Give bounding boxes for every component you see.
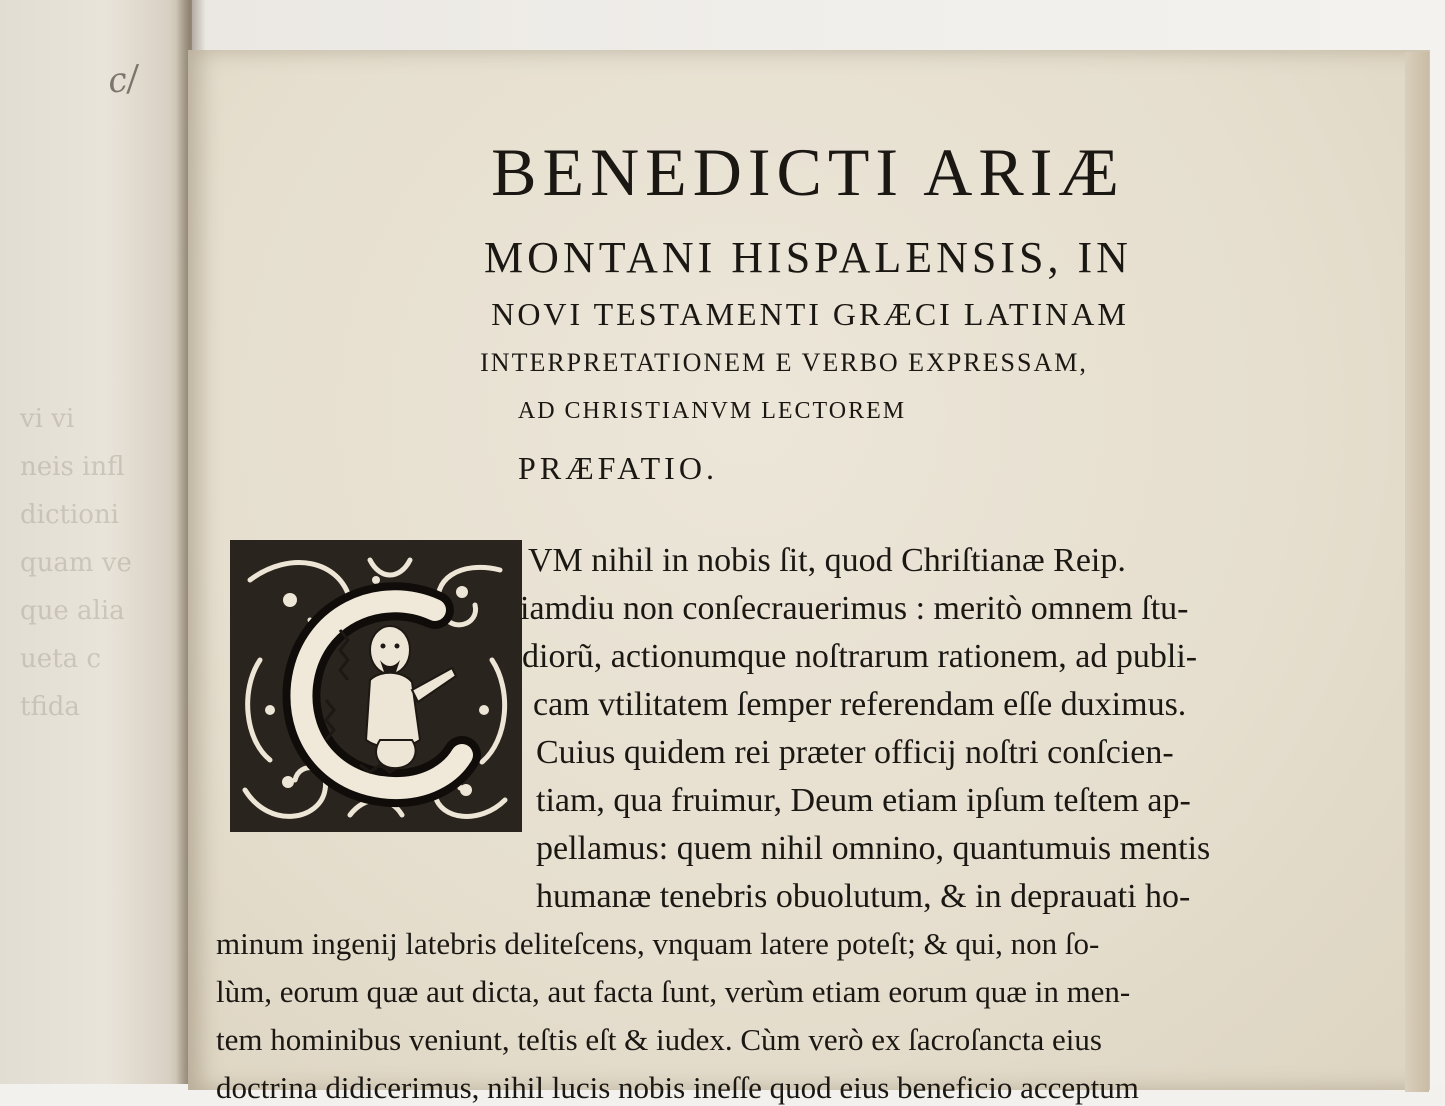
left-page bbox=[0, 0, 192, 1084]
body-line-2: iamdiu non conſecrauerimus : meritò omnem ſtu- bbox=[520, 590, 1189, 627]
left-page-ghost-text: vi vi bbox=[20, 404, 75, 434]
pencil-annotation: c/ bbox=[105, 58, 142, 102]
body-line-7: pellamus: quem nihil omnino, quantumuis mentis bbox=[536, 830, 1211, 867]
right-page bbox=[188, 50, 1428, 1105]
title-line-4: INTERPRETATIONEM E VERBO EXPRESSAM, bbox=[480, 348, 1088, 377]
left-page-ghost-text: quam ve bbox=[20, 548, 132, 578]
body-line-10: lùm, eorum quæ aut dicta, aut facta ſunt, verùm etiam eorum quæ in men- bbox=[216, 974, 1131, 1009]
body-line-1: VM nihil in nobis ſit, quod Chriſtianæ Reip. bbox=[528, 542, 1126, 579]
left-page-ghost-text: ueta c bbox=[20, 644, 101, 674]
title-line-5: AD CHRISTIANVM LECTOREM bbox=[517, 398, 907, 424]
title-line-1: BENEDICTI ARIÆ bbox=[491, 134, 1125, 210]
left-page-ghost-text: tfida bbox=[20, 692, 80, 722]
page-text bbox=[188, 50, 1428, 1105]
body-line-11: tem hominibus veniunt, teſtis eſt & iudex. Cùm verò ex ſacroſancta eius bbox=[216, 1022, 1102, 1057]
left-page-ghost-text: dictioni bbox=[20, 500, 119, 530]
body-line-6: tiam, qua fruimur, Deum etiam ipſum teſtem ap- bbox=[536, 782, 1191, 819]
body-line-12: doctrina didicerimus, nihil lucis nobis ineſſe quod eius beneficio acceptum bbox=[216, 1070, 1139, 1105]
body-line-5: Cuius quidem rei præter officij noſtri conſcien- bbox=[536, 734, 1174, 771]
ornament-icon bbox=[230, 540, 522, 832]
left-page-ghost-text: neis infl bbox=[20, 452, 125, 482]
title-line-6: PRÆFATIO. bbox=[518, 450, 718, 486]
title-line-3: NOVI TESTAMENTI GRÆCI LATINAM bbox=[491, 296, 1129, 332]
decorated-initial bbox=[230, 540, 522, 832]
body-line-9: minum ingenij latebris deliteſcens, vnquam latere poteſt; & qui, non ſo- bbox=[216, 926, 1100, 961]
page-edge bbox=[1405, 52, 1429, 1092]
body-line-8: humanæ tenebris obuolutum, & in deprauati ho- bbox=[536, 878, 1191, 915]
left-page-ghost-text: que alia bbox=[20, 596, 125, 626]
body-line-4: cam vtilitatem ſemper referendam eſſe duximus. bbox=[533, 686, 1187, 723]
body-line-3: diorũ, actionumque noſtrarum rationem, ad publi- bbox=[522, 638, 1198, 675]
title-line-2: MONTANI HISPALENSIS, IN bbox=[484, 233, 1132, 282]
